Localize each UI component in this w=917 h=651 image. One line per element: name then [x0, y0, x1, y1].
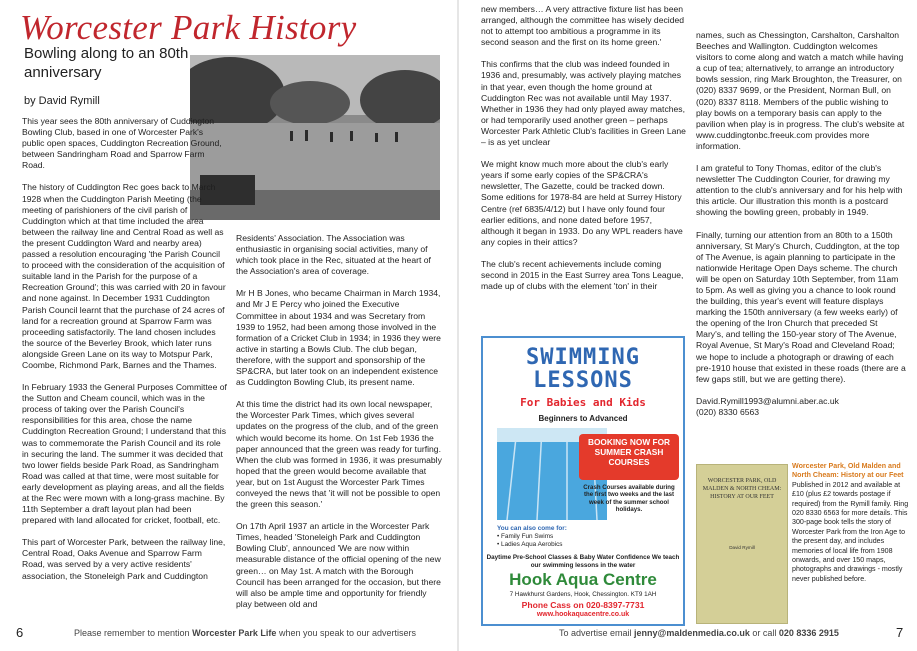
footer-text: [74, 628, 416, 638]
caption-body: Published in 2012 and available at £10 (plus £2 towards postage if required) from the Rymill family. Ring 020 8330 6563 for more details. This 300-page book tells the story of Worcester Park from the Iron Age to the present day, and includes memories of local life from 1908 onwards, and over 150 maps, photographs and drawings - mostly never published before.: [792, 480, 909, 583]
footer-magazine-name: Worcester Park Life: [192, 628, 277, 638]
book-author: David Rymill: [729, 545, 755, 550]
swimming-lessons-ad: [481, 336, 685, 626]
paragraph: Mr H B Jones, who became Chairman in March 1934, and Mr J E Percy who joined the Executive Committee in about 1934 and was Secretary from 1939 to 1952, had been among those involved in the formation of a Cricket Club in 1934; in 1936 they were active in starting a Bowls Club. The club began, therefore, with the support and sponsorship of the SP&CRA, but later took on an independent existence as Cuddington Bowling Club, its present name.: [236, 288, 441, 388]
book-cover: [696, 464, 788, 624]
ad-level: Beginners to Advanced: [538, 414, 628, 423]
page-number: 7: [896, 625, 904, 640]
booking-banner: BOOKING NOW FOR SUMMER CRASH COURSES: [579, 434, 679, 480]
footer-text-part: when you speak to our advertisers: [276, 628, 417, 638]
article-subtitle: Bowling along to an 80th anniversary: [24, 45, 189, 81]
footer-text-part: Please remember to mention: [74, 628, 193, 638]
paragraph: I am grateful to Tony Thomas, editor of the club's newsletter The Cuddington Courier, for drawing my attention to the club's anniversary and for his help with this article. Our illustration this month is a postcard showing the bowling green, probably in 1949.: [696, 163, 903, 218]
bowling-green-photo: [190, 55, 440, 220]
right-page: [459, 0, 917, 651]
book-title: WORCESTER PARK, OLD MALDEN & NORTH CHEAM: HISTORY AT OUR FEET: [702, 478, 782, 500]
left-column-1: [22, 116, 227, 593]
footer-text: [559, 628, 839, 638]
ad-headline: SWIMMING LESSONS: [526, 345, 640, 393]
byline: by David Rymill: [24, 95, 100, 107]
left-column-2: [236, 233, 443, 621]
paragraph: Residents' Association. The Association was enthusiastic in organising social activities, many of which took place in the Rec, situated at the heart of the Association's area of coverage.: [236, 233, 431, 277]
paragraph: The history of Cuddington Rec goes back to March 1928 when the Cuddington Parish Meeting (the meeting of parishioners of the civil parish of Cuddington which at that time included the area between the railway line and Central Road as well as the present Cuddington Ward and nearby area) passed a resolution encouraging 'the Parish Council to proceed with the consideration of the acquisition of suitable land in the Parish for the purpose of a Recreation Ground'; this was carried with 20 in favour and none against. In December 1931 Cuddington Parish Council learnt that the purchase of 24 acres of land for a recreation ground at Sparrow Farm was proceeding satisfactorily. The land chosen includes the source of the Beverley Brook, which later runs alongside Green Lane on its way to Motspur Park, Coombe, Richmond Park, Barnes and the Thames.: [22, 182, 226, 370]
centre-phone: Phone Cass on 020-8397-7731: [521, 600, 645, 610]
footer-email: jenny@maldenmedia.co.uk: [634, 628, 750, 638]
paragraph: On 17th April 1937 an article in the Worcester Park Times, headed 'Stoneleigh Park and Cuddington Bowling Club', announced 'We are now within measurable distance of the official opening of the new green… on May 1st. A match with the Borough Council has been arranged for the occasion, but there will also be ample time and opportunity for friendly play between old and: [236, 521, 441, 609]
left-page: [0, 0, 458, 651]
paragraph: At this time the district had its own local newspaper, the Worcester Park Times, which gives several updates on the progress of the club, and of the green which would become its home. On 1st Feb 1936 the paper announced that the green was ready for turfing. When the club was formed in 1936, it was presumably hoped that the green would become available that year, but on 1st August the Worcester Park Times conveyed the news that 'it will not be possible to open the green this season.': [236, 399, 442, 510]
paragraph: This part of Worcester Park, between the railway line, Central Road, Oaks Avenue and Sparrow Farm Road, was served by a very active residents' association, the Stoneleigh Park and Cuddington: [22, 537, 226, 581]
footer-text-part: or call: [749, 628, 779, 638]
bowling-green-illustration: [190, 55, 440, 220]
also-offered: [497, 525, 677, 549]
paragraph: The club's recent achievements include coming second in 2015 in the East Surrey area Tons League, made up of clubs with the element 'ton' in their: [481, 258, 684, 292]
caption-title: Worcester Park, Old Malden and North Cheam: History at our Feet: [792, 462, 904, 480]
footer-text-part: To advertise email: [559, 628, 635, 638]
paragraph: names, such as Chessington, Carshalton, Carshalton Beeches and Wallington. Cuddington welcomes visitors to come along and watch a match while having a cup of tea; alternatively, to arrange an introductory bowls session, ring Mark Broughton, the Treasurer, on (020) 8337 9699, or the President, Norman Bull, on (020) 8337 8118. Members of the public wishing to play bowls on a temporary basis can apply to the pavilion when play is in progress. The club's website at www.cuddingtonbc.freeuk.com provides more information.: [696, 30, 905, 151]
centre-address: 7 Hawkhurst Gardens, Hook, Chessington. KT9 1AH: [509, 591, 657, 598]
page-number: 6: [16, 625, 24, 640]
paragraph: This year sees the 80th anniversary of Cuddington Bowling Club, based in one of Worcester Park's public open spaces, Cuddington Recreation Ground, between Sandringham Road and Sparrow Farm Road.: [22, 116, 222, 171]
paragraph: This confirms that the club was indeed founded in 1936 and, presumably, was actively playing matches in that year, even though the home ground at Cuddington Rec was not available until May 1937. Whether in 1936 they had only played away matches, or had temporarily used another green – perhaps Worcester Park Athletic Club's facilities in Green Lane – is as yet unclear: [481, 59, 686, 148]
also-label: You can also come for:: [497, 525, 567, 532]
right-column-1: [481, 4, 686, 303]
ad-tagline: For Babies and Kids: [520, 396, 646, 409]
crash-course-info: Crash Courses available during the first two weeks and the last week of the summer school holidays.: [583, 484, 675, 514]
contact-details: David.Rymill1993@alumni.aber.ac.uk (020) 8330 6563: [696, 395, 839, 417]
centre-name: Hook Aqua Centre: [509, 570, 657, 589]
centre-website: www.hookaquacentre.co.uk: [536, 611, 630, 618]
paragraph: new members… A very attractive fixture list has been arranged, although the committee has wisely decided not to attempt too ambitious a programme in its second season and the first on its home green.': [481, 4, 685, 48]
paragraph: In February 1933 the General Purposes Committee of the Sutton and Cheam council, which was in the process of taking over the Parish Council's responsibilities for this area, chose the name Cuddington Recreation Ground; I understand that this was to commemorate the Parish Council and its role in securing the land. The summer it was decided that two lower fields beside Park Road, as Sandringham Road was called at that time, were most suitable for early development as playing areas, and all the fields at the Rec were mown with a long-grass machine. By 11th September a draft layout plan had been prepared with land allocated for cricket, football, etc.: [22, 382, 227, 526]
list-item: • Family Fun Swims: [497, 533, 554, 540]
book-caption: [792, 462, 910, 584]
paragraph: Finally, turning our attention from an 80th to a 150th anniversary, St Mary's Church, Cuddington, at the top of The Avenue, is again planning to participate in the nationwide Heritage Open Days scheme. The church will be open on Saturday 10th September, from 11am to 5pm. As well as giving you a chance to look round the building, this year's event will feature displays marking the 150th anniversary (a few weeks early) of the opening of the Iron Church that preceded St Mary's, and telling the 150-year story of The Avenue, Royal Avenue, St Mary's Road and Cleveland Road; we hope to include a photograph or drawing of each pre-1910 house that existed in these roads (there are a few gaps still, but we are getting there).: [696, 229, 906, 384]
footer-phone: 020 8336 2915: [778, 628, 839, 638]
list-item: • Ladies Aqua Aerobics: [497, 541, 563, 548]
right-column-2: [696, 30, 906, 429]
article-title: Worcester Park History: [20, 8, 357, 47]
daytime-classes: Daytime Pre-School Classes & Baby Water Confidence We teach our swimming lessons in the water: [486, 554, 680, 569]
paragraph: We might know much more about the club's early years if some early copies of the SP&CRA's newsletter, The Gazette, could be tracked down. Some editions for 1978-84 are held at Surrey History Centre (ref 6835/4/12) but I have only found four earlier editions, and none dated before 1957, although it began in 1933. Do any WPL readers have any copies in their attics?: [481, 159, 683, 247]
